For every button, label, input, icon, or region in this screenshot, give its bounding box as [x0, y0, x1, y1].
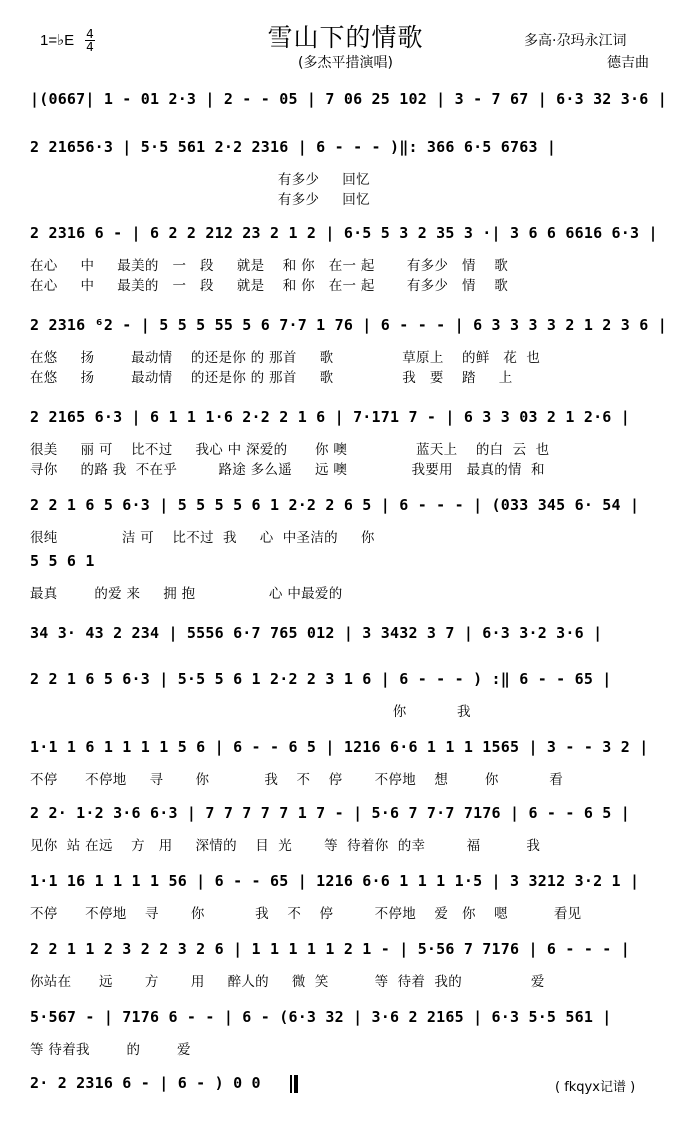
- notation-line: 1·1 16 1 1 1 1 56 | 6 - - 65 | 1216 6·6 1 1 1 1·5 | 3 3212 3·2 1 |: [30, 872, 640, 890]
- notation-line: 1·1 1 6 1 1 1 1 5 6 | 6 - - 6 5 | 1216 6·6 1 1 1 1565 | 3 - - 3 2 |: [30, 738, 649, 756]
- notation-line: 5·567 - | 7176 6 - - | 6 - (6·3 32 | 3·6 2 2165 | 6·3 5·5 561 |: [30, 1008, 612, 1026]
- time-top: 4: [86, 27, 94, 41]
- lyric-line: 在心 中 最美的 一 段 就是 和 你 在一 起 有多少 情 歌: [30, 278, 509, 294]
- final-barline: [290, 1075, 292, 1093]
- lyric-line: 在悠 扬 最动情 的还是你 的 那首 歌 我 要 踏 上: [30, 370, 513, 386]
- performer-note: (多杰平措演唱): [298, 55, 393, 71]
- composer-credit: 德吉曲: [607, 55, 649, 71]
- lyric-line: 不停 不停地 寻 你 我 不 停 不停地 爱 你 嗯 看见: [30, 906, 582, 922]
- final-barline-thick: [294, 1075, 298, 1093]
- notation-line: 2 2 1 6 5 6·3 | 5·5 5 6 1 2·2 2 3 1 6 | 6 - - - ) :‖ 6 - - 65 |: [30, 670, 612, 688]
- lyric-line: 很美 丽 可 比不过 我心 中 深爱的 你 噢 蓝天上 的白 云 也: [30, 442, 550, 458]
- lyric-line: 见你 站 在远 方 用 深情的 目 光 等 待着你 的幸 福 我: [30, 838, 541, 854]
- notation-line: 5 5 6 1: [30, 552, 95, 570]
- lyric-line: 在悠 扬 最动情 的还是你 的 那首 歌 草原上 的鲜 花 也: [30, 350, 541, 366]
- notation-line: 2 2 1 1 2 3 2 2 3 2 6 | 1 1 1 1 1 2 1 - | 5·56 7 7176 | 6 - - - |: [30, 940, 630, 958]
- notation-line: 2· 2 2316 6 - | 6 - ) 0 0: [30, 1074, 261, 1092]
- lyric-line: 等 待着我 的 爱: [30, 1042, 191, 1058]
- song-title: 雪山下的情歌: [267, 23, 424, 52]
- notation-line: 2 2 1 6 5 6·3 | 5 5 5 5 6 1 2·2 2 6 5 | 6 - - - | (033 345 6· 54 |: [30, 496, 640, 514]
- notation-line: 2 2· 1·2 3·6 6·3 | 7 7 7 7 7 1 7 - | 5·6 7 7·7 7176 | 6 - - 6 5 |: [30, 804, 630, 822]
- key-label: 1=♭E: [40, 32, 75, 49]
- lyric-line: 有多少 回忆: [30, 192, 370, 208]
- notation-line: |(0667| 1 - 01 2·3 | 2 - - 05 | 7 06 25 102 | 3 - 7 67 | 6·3 32 3·6 |: [30, 90, 667, 108]
- lyric-line: 很纯 洁 可 比不过 我 心 中圣洁的 你: [30, 530, 375, 546]
- time-bottom: 4: [86, 40, 94, 54]
- lyric-line: 寻你 的路 我 不在乎 路途 多么遥 远 噢 我要用 最真的情 和: [30, 462, 545, 478]
- notation-line: 2 2316 ⁶2 - | 5 5 5 55 5 6 7·7 1 76 | 6 - - - | 6 3 3 3 3 2 1 2 3 6 |: [30, 316, 667, 334]
- lyric-line: 不停 不停地 寻 你 我 不 停 不停地 想 你 看: [30, 772, 564, 788]
- lyric-line: 有多少 回忆: [30, 172, 370, 188]
- notation-line: 2 2165 6·3 | 6 1 1 1·6 2·2 2 1 6 | 7·171 7 - | 6 3 3 03 2 1 2·6 |: [30, 408, 630, 426]
- lyric-line: 最真 的爱 来 拥 抱 心 中最爱的: [30, 586, 343, 602]
- notation-line: 2 2316 6 - | 6 2 2 212 23 2 1 2 | 6·5 5 3 2 35 3 ·| 3 6 6 6616 6·3 |: [30, 224, 658, 242]
- lyric-line: 你站在 远 方 用 醉人的 微 笑 等 待着 我的 爱: [30, 974, 545, 990]
- transcriber-credit: ( fkqyx记谱 ): [555, 1080, 636, 1095]
- notation-line: 2 21656·3 | 5·5 561 2·2 2316 | 6 - - - )‖: 366 6·5 6763 |: [30, 138, 557, 156]
- lyric-line: 你 我: [30, 704, 471, 720]
- notation-line: 34 3· 43 2 234 | 5556 6·7 765 012 | 3 3432 3 7 | 6·3 3·2 3·6 |: [30, 624, 603, 642]
- lyric-line: 在心 中 最美的 一 段 就是 和 你 在一 起 有多少 情 歌: [30, 258, 509, 274]
- lyricist-credit: 多高·尕玛永江词: [524, 33, 627, 49]
